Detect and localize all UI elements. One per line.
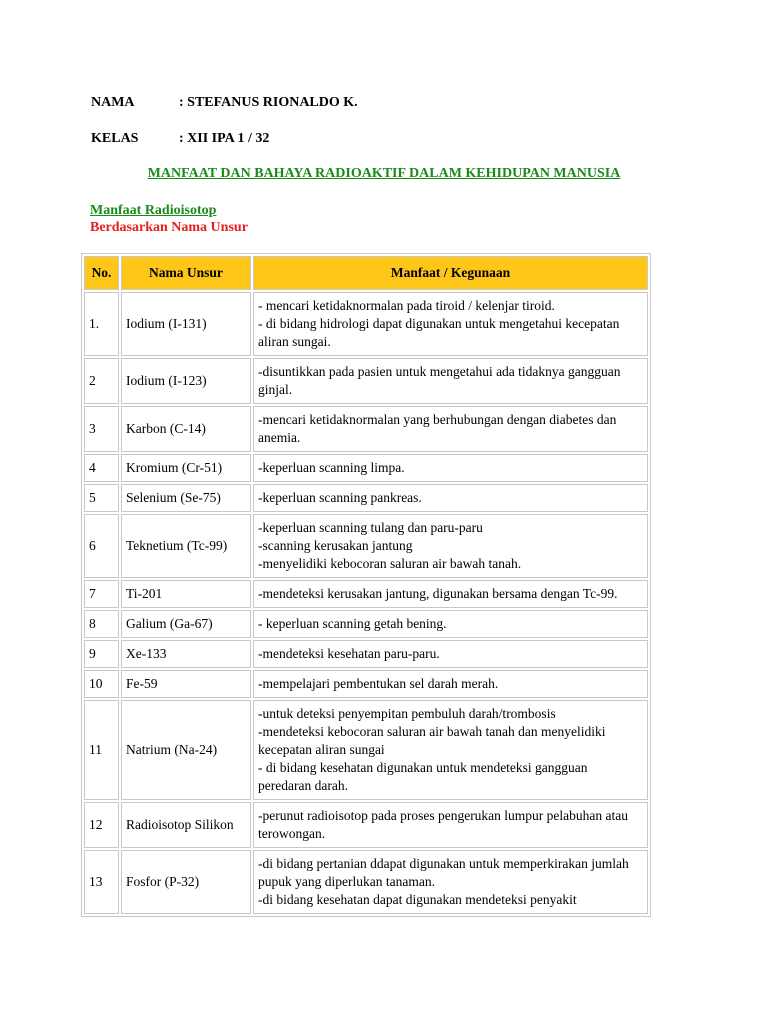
element-name: Iodium (I-123) [121,358,251,404]
row-number: 6 [84,514,119,578]
table-row [84,640,648,668]
table-row [84,700,648,800]
row-number: 13 [84,850,119,914]
table-row [84,802,648,848]
table-row [84,484,648,512]
section-subtitle: Berdasarkan Nama Unsur [90,220,248,235]
student-class-row [91,131,269,147]
header-no: No. [84,256,119,290]
element-benefit: -untuk deteksi penyempitan pembuluh darah/trombosis -mendeteksi kebocoran saluran air bawah tanah dan menyelidiki kecepatan aliran sungai - di bidang kesehatan digunakan untuk mendeteksi gangguan peredaran darah. [253,700,648,800]
element-name: Kromium (Cr-51) [121,454,251,482]
element-benefit: -mencari ketidaknormalan yang berhubungan dengan diabetes dan anemia. [253,406,648,452]
name-value: : STEFANUS RIONALDO K. [179,95,358,110]
table-row [84,292,648,356]
element-name: Selenium (Se-75) [121,484,251,512]
element-benefit: - mencari ketidaknormalan pada tiroid / kelenjar tiroid. - di bidang hidrologi dapat digunakan untuk mengetahui kecepatan aliran sungai. [253,292,648,356]
table-row [84,514,648,578]
element-benefit: -mempelajari pembentukan sel darah merah. [253,670,648,698]
row-number: 1. [84,292,119,356]
table-row [84,610,648,638]
class-value: : XII IPA 1 / 32 [179,131,270,146]
table-body [84,292,648,914]
element-benefit: -keperluan scanning limpa. [253,454,648,482]
element-benefit: -keperluan scanning tulang dan paru-paru -scanning kerusakan jantung -menyelidiki kebocoran saluran air bawah tanah. [253,514,648,578]
element-name: Fe-59 [121,670,251,698]
element-benefit: -di bidang pertanian ddapat digunakan untuk memperkirakan jumlah pupuk yang diperlukan tanaman. -di bidang kesehatan dapat digunakan mendeteksi penyakit [253,850,648,914]
row-number: 8 [84,610,119,638]
element-benefit: -mendeteksi kesehatan paru-paru. [253,640,648,668]
element-name: Iodium (I-131) [121,292,251,356]
table-row [84,358,648,404]
table-row [84,454,648,482]
table-row [84,406,648,452]
table-row [84,850,648,914]
radioisotope-table [81,253,651,917]
element-name: Natrium (Na-24) [121,700,251,800]
element-name: Teknetium (Tc-99) [121,514,251,578]
element-benefit: -mendeteksi kerusakan jantung, digunakan bersama dengan Tc-99. [253,580,648,608]
element-name: Radioisotop Silikon [121,802,251,848]
header-element-name: Nama Unsur [121,256,251,290]
class-label: KELAS [91,131,139,146]
element-name: Ti-201 [121,580,251,608]
element-benefit: -perunut radioisotop pada proses pengerukan lumpur pelabuhan atau terowongan. [253,802,648,848]
section-title: Manfaat Radioisotop [90,203,217,218]
element-benefit: -disuntikkan pada pasien untuk mengetahui ada tidaknya gangguan ginjal. [253,358,648,404]
header-benefit: Manfaat / Kegunaan [253,256,648,290]
element-name: Fosfor (P-32) [121,850,251,914]
element-name: Galium (Ga-67) [121,610,251,638]
element-name: Karbon (C-14) [121,406,251,452]
table-row [84,670,648,698]
row-number: 3 [84,406,119,452]
row-number: 10 [84,670,119,698]
student-name-row [91,95,358,111]
row-number: 4 [84,454,119,482]
row-number: 7 [84,580,119,608]
document-title: MANFAAT DAN BAHAYA RADIOAKTIF DALAM KEHIDUPAN MANUSIA [147,166,621,181]
row-number: 2 [84,358,119,404]
name-label: NAMA [91,95,135,110]
table-row [84,580,648,608]
element-benefit: -keperluan scanning pankreas. [253,484,648,512]
element-name: Xe-133 [121,640,251,668]
row-number: 9 [84,640,119,668]
row-number: 11 [84,700,119,800]
row-number: 12 [84,802,119,848]
element-benefit: - keperluan scanning getah bening. [253,610,648,638]
row-number: 5 [84,484,119,512]
table-header-row [84,256,648,290]
